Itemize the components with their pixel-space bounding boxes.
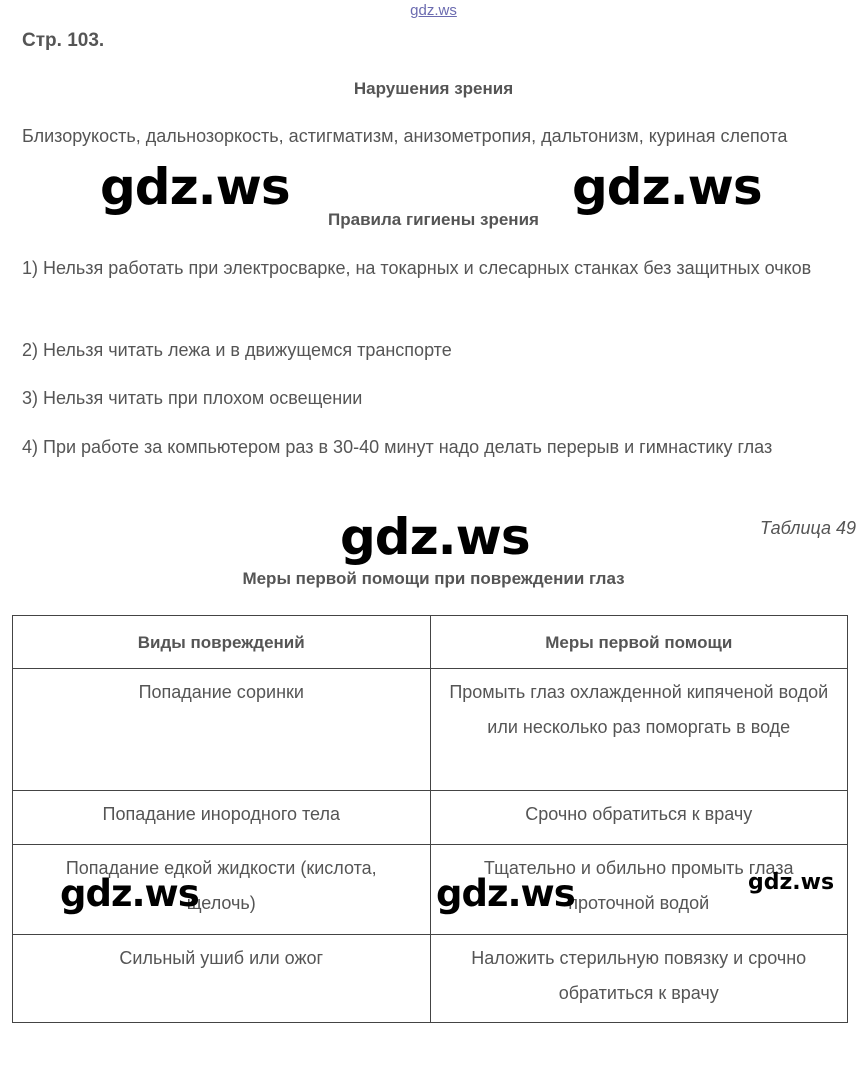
table-cell: Сильный ушиб или ожог bbox=[13, 935, 431, 1023]
watermark: gdz.ws bbox=[572, 158, 762, 216]
table-row bbox=[13, 791, 848, 845]
section-title-vision-disorders: Нарушения зрения bbox=[353, 79, 514, 98]
table-title: Меры первой помощи при повреждении глаз bbox=[242, 569, 625, 588]
table-row bbox=[13, 935, 848, 1023]
watermark: gdz.ws bbox=[436, 872, 575, 915]
table-header-cell: Виды повреждений bbox=[13, 616, 431, 669]
table-cell: Наложить стерильную повязку и срочно обратиться к врачу bbox=[430, 935, 848, 1023]
rule-item: 1) Нельзя работать при электросварке, на токарных и слесарных станках без защитных очков bbox=[22, 258, 812, 278]
table-row bbox=[13, 669, 848, 791]
table-cell: Промыть глаз охлажденной кипяченой водой или несколько раз поморгать в воде bbox=[430, 669, 848, 791]
table-header-row bbox=[13, 616, 848, 669]
section-title-hygiene-rules: Правила гигиены зрения bbox=[328, 210, 539, 229]
rule-item: 2) Нельзя читать лежа и в движущемся транспорте bbox=[22, 340, 452, 360]
table-cell: Попадание едкой жидкости (кислота, щелочь) bbox=[13, 845, 431, 935]
table-cell: Попадание соринки bbox=[13, 669, 431, 791]
table-header-cell: Меры первой помощи bbox=[430, 616, 848, 669]
table-cell: Попадание инородного тела bbox=[13, 791, 431, 845]
page-number: Стр. 103. bbox=[22, 30, 105, 51]
table-caption: Таблица 49 bbox=[759, 518, 856, 538]
first-aid-table bbox=[12, 615, 848, 1023]
rule-item: 4) При работе за компьютером раз в 30-40 минут надо делать перерыв и гимнастику глаз bbox=[22, 437, 773, 457]
table-cell: Тщательно и обильно промыть глаза проточной водой bbox=[430, 845, 848, 935]
watermark: gdz.ws bbox=[748, 870, 835, 895]
table-cell: Срочно обратиться к врачу bbox=[430, 791, 848, 845]
watermark: gdz.ws bbox=[100, 158, 290, 216]
vision-disorders-text: Близорукость, дальнозоркость, астигматизм, анизометропия, дальтонизм, куриная слепота bbox=[22, 126, 788, 146]
watermark: gdz.ws bbox=[60, 872, 199, 915]
site-link[interactable]: gdz.ws bbox=[410, 2, 457, 19]
rule-item: 3) Нельзя читать при плохом освещении bbox=[22, 388, 363, 408]
watermark: gdz.ws bbox=[340, 508, 530, 566]
